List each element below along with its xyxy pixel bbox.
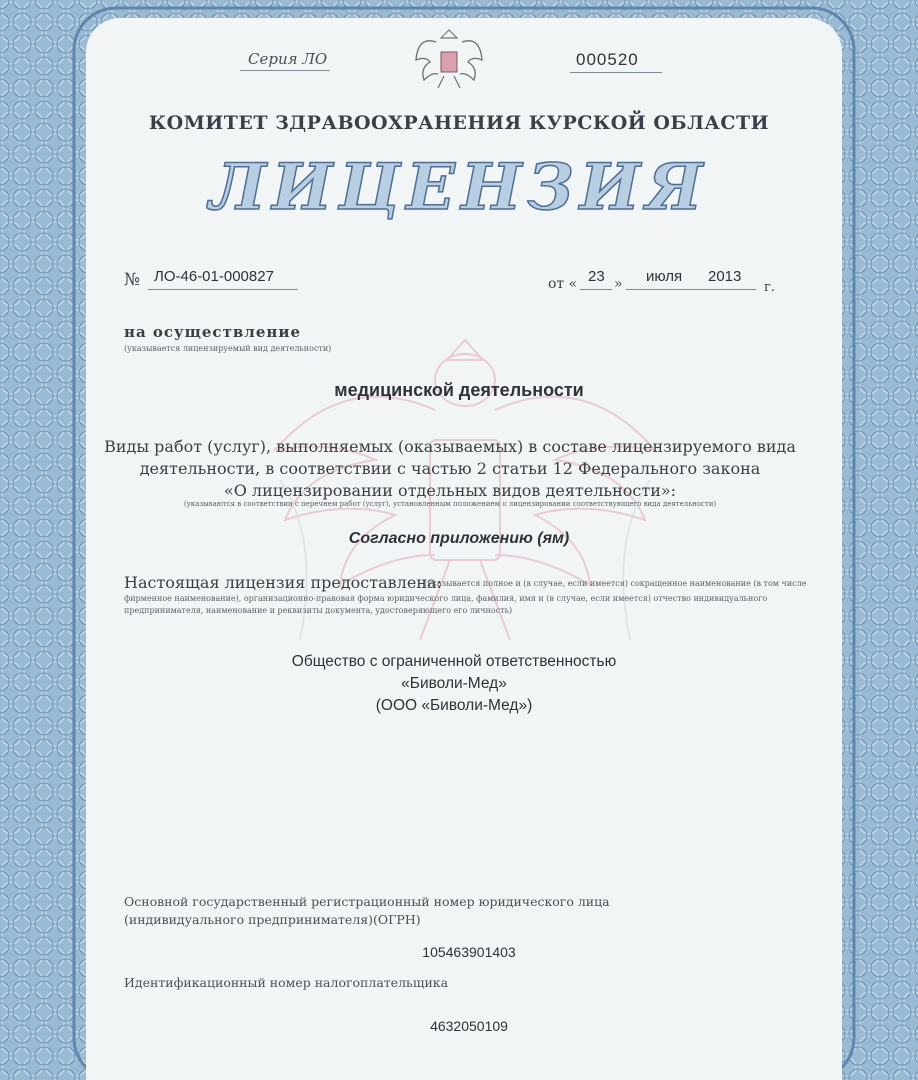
date-year: 2013 — [708, 268, 742, 285]
date-mid: » — [614, 276, 623, 292]
coat-of-arms-icon — [414, 26, 484, 92]
license-number: ЛО-46-01-000827 — [154, 268, 274, 285]
works-line-3: «О лицензировании отдельных видов деятельности»: — [223, 481, 677, 500]
works-hint: (указываются в соответствии с перечнем работ (услуг), установленным положением о лицензировании соответствующего вида деятельности) — [183, 500, 717, 508]
granted-hint-3: предпринимателя, наименование и реквизиты документа, удостоверяющего его личность) — [124, 606, 513, 615]
inn-value: 4632050109 — [430, 1018, 508, 1034]
org-brand-name: «Биволи-Мед» — [401, 675, 507, 692]
inn-label: Идентификационный номер налогоплательщика — [124, 975, 449, 990]
date-suffix: г. — [764, 280, 775, 295]
date-month: июля — [646, 268, 683, 285]
ogrn-label-2: (индивидуального предпринимателя)(ОГРН) — [124, 912, 421, 927]
works-value: Согласно приложению (ям) — [348, 530, 570, 547]
activity-value: медицинской деятельности — [334, 380, 584, 400]
license-number-underline — [148, 289, 298, 290]
granted-hint-2: фирменное наименование), организационно-правовая форма юридического лица, фамилия, имя и (в случае, если имеется) отчество индивидуального — [124, 594, 768, 603]
ogrn-label-1: Основной государственный регистрационный номер юридического лица — [124, 894, 610, 909]
activity-hint: (указывается лицензируемый вид деятельности) — [124, 344, 332, 353]
date-day: 23 — [588, 268, 605, 285]
ogrn-value: 105463901403 — [422, 944, 516, 960]
org-full-name: Общество с ограниченной ответственностью — [291, 653, 617, 670]
works-line-1: Виды работ (услуг), выполняемых (оказываемых) в составе лицензируемого вида — [104, 437, 796, 456]
series-number: 000520 — [576, 50, 639, 69]
series-label: Серия ЛО — [248, 50, 328, 68]
series-number-underline — [570, 72, 662, 73]
issuer-name: КОМИТЕТ ЗДРАВООХРАНЕНИЯ КУРСКОЙ ОБЛАСТИ — [148, 112, 770, 134]
date-day-underline — [580, 289, 612, 290]
org-short-name: (ООО «Биволи-Мед») — [375, 697, 533, 714]
granted-hint-1: (указывается полное и (в случае, если имеется) сокращенное наименование (в том числе — [424, 579, 807, 588]
number-sign: № — [124, 270, 141, 290]
document-title: ЛИЦЕНЗИЯ — [209, 150, 709, 225]
series-underline — [240, 70, 330, 71]
works-line-2: деятельности, в соответствии с частью 2 статьи 12 Федерального закона — [139, 459, 761, 478]
granted-label: Настоящая лицензия предоставлена: — [124, 573, 442, 592]
date-underline — [626, 289, 756, 290]
activity-label: на осуществление — [124, 323, 302, 341]
date-prefix: от « — [548, 276, 578, 292]
